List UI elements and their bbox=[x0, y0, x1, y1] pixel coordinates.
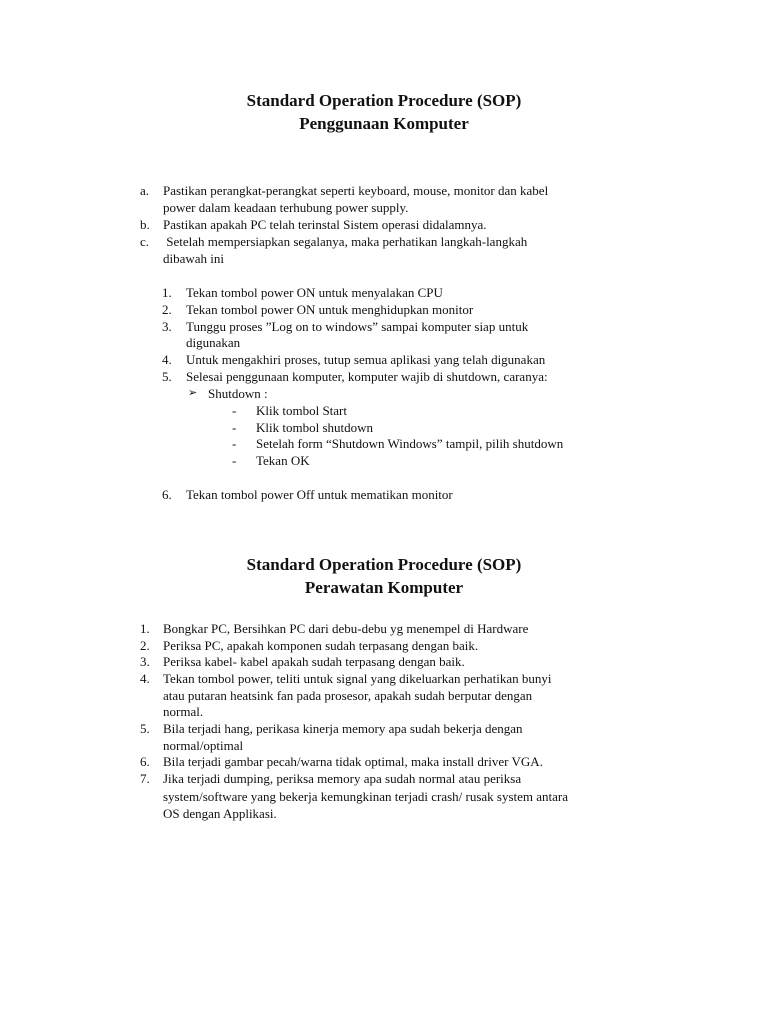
step-marker-6: 6. bbox=[162, 487, 172, 502]
step-marker-3: 3. bbox=[162, 319, 172, 334]
item-marker-7: 7. bbox=[140, 771, 150, 786]
step-marker-4: 4. bbox=[162, 352, 172, 367]
letter-item-c-line2: dibawah ini bbox=[163, 251, 225, 266]
item-4-line3: normal. bbox=[163, 704, 204, 719]
step-3-line2: digunakan bbox=[186, 335, 241, 350]
shutdown-label: Shutdown : bbox=[208, 386, 268, 401]
item-6-line1: Bila terjadi gambar pecah/warna tidak optimal, maka install driver VGA. bbox=[163, 754, 543, 769]
letter-item-a-line2: power dalam keadaan terhubung power supply. bbox=[163, 200, 409, 215]
section2-title-line1: Standard Operation Procedure (SOP) bbox=[246, 555, 522, 574]
shutdown-step-4: Tekan OK bbox=[256, 453, 310, 468]
dash-marker: - bbox=[232, 436, 237, 451]
section1-title-line1: Standard Operation Procedure (SOP) bbox=[246, 91, 522, 110]
shutdown-step-3: Setelah form “Shutdown Windows” tampil, pilih shutdown bbox=[256, 436, 564, 451]
item-7-line2: system/software yang bekerja kemungkinan terjadi crash/ rusak system antara bbox=[163, 789, 569, 804]
item-3-line1: Periksa kabel- kabel apakah sudah terpasang dengan baik. bbox=[163, 654, 465, 669]
letter-item-a-line1: Pastikan perangkat-perangkat seperti keyboard, mouse, monitor dan kabel bbox=[163, 183, 549, 198]
step-6-line1: Tekan tombol power Off untuk mematikan monitor bbox=[186, 487, 453, 502]
step-marker-1: 1. bbox=[162, 285, 172, 300]
item-marker-3: 3. bbox=[140, 654, 150, 669]
item-marker-5: 5. bbox=[140, 721, 150, 736]
item-2-line1: Periksa PC, apakah komponen sudah terpasang dengan baik. bbox=[163, 638, 479, 653]
step-marker-5: 5. bbox=[162, 369, 172, 384]
shutdown-step-1: Klik tombol Start bbox=[256, 403, 347, 418]
step-2-line1: Tekan tombol power ON untuk menghidupkan monitor bbox=[186, 302, 474, 317]
letter-marker-b: b. bbox=[140, 217, 150, 232]
step-1-line1: Tekan tombol power ON untuk menyalakan CPU bbox=[186, 285, 443, 300]
item-5-line2: normal/optimal bbox=[163, 738, 244, 753]
shutdown-step-2: Klik tombol shutdown bbox=[256, 420, 374, 435]
letter-marker-c: c. bbox=[140, 234, 150, 249]
arrow-bullet-icon: ➢ bbox=[188, 387, 198, 399]
step-4-line1: Untuk mengakhiri proses, tutup semua aplikasi yang telah digunakan bbox=[186, 352, 546, 367]
section2-title-line2: Perawatan Komputer bbox=[304, 578, 464, 597]
step-5-line1: Selesai penggunaan komputer, komputer wajib di shutdown, caranya: bbox=[186, 369, 548, 384]
item-7-line1: Jika terjadi dumping, periksa memory apa sudah normal atau periksa bbox=[163, 771, 522, 786]
item-marker-1: 1. bbox=[140, 621, 150, 636]
step-marker-2: 2. bbox=[162, 302, 172, 317]
item-7-line3: OS dengan Applikasi. bbox=[163, 806, 277, 821]
item-marker-4: 4. bbox=[140, 671, 150, 686]
letter-item-b-line1: Pastikan apakah PC telah terinstal Sistem operasi didalamnya. bbox=[163, 217, 487, 232]
dash-marker: - bbox=[232, 453, 237, 468]
item-marker-2: 2. bbox=[140, 638, 150, 653]
step-3-line1: Tunggu proses ”Log on to windows” sampai komputer siap untuk bbox=[186, 319, 529, 334]
section1-title-line2: Penggunaan Komputer bbox=[299, 114, 469, 133]
dash-marker: - bbox=[232, 420, 237, 435]
item-5-line1: Bila terjadi hang, perikasa kinerja memory apa sudah bekerja dengan bbox=[163, 721, 523, 736]
letter-item-c-line1: Setelah mempersiapkan segalanya, maka perhatikan langkah-langkah bbox=[163, 234, 528, 249]
item-1-line1: Bongkar PC, Bersihkan PC dari debu-debu yg menempel di Hardware bbox=[163, 621, 529, 636]
item-4-line2: atau putaran heatsink fan pada prosesor, apakah sudah berputar dengan bbox=[163, 688, 533, 703]
item-4-line1: Tekan tombol power, teliti untuk signal yang dikeluarkan perhatikan bunyi bbox=[163, 671, 552, 686]
dash-marker: - bbox=[232, 403, 237, 418]
letter-marker-a: a. bbox=[140, 183, 150, 198]
item-marker-6: 6. bbox=[140, 754, 150, 769]
